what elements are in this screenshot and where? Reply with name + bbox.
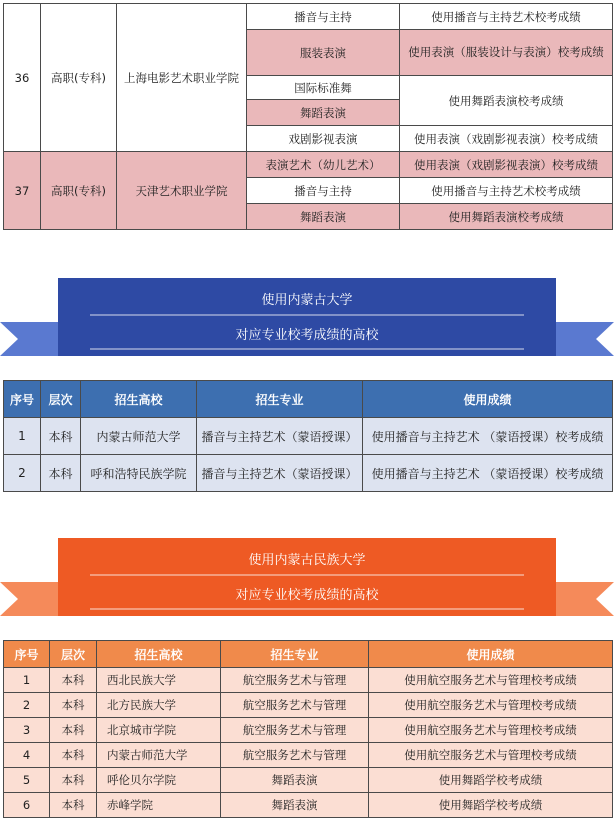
col-header-score: 使用成绩	[369, 641, 613, 668]
school-name: 赤峰学院	[97, 793, 221, 818]
table-row	[4, 418, 613, 455]
school-name: 呼和浩特民族学院	[81, 455, 197, 492]
major-cell: 戏剧影视表演	[247, 126, 400, 152]
table-row	[4, 668, 613, 693]
score-cell: 使用航空服务艺术与管理校考成绩	[369, 743, 613, 768]
education-level: 本科	[41, 455, 81, 492]
major-cell: 舞蹈表演	[247, 100, 400, 126]
col-header-major: 招生专业	[197, 381, 363, 418]
banner-title-line1: 使用内蒙古大学	[261, 293, 353, 308]
row-number: 37	[4, 152, 41, 230]
col-header-school: 招生高校	[81, 381, 197, 418]
row-number: 1	[4, 668, 50, 693]
banner-inner-mongolia-university	[0, 278, 614, 360]
score-cell: 使用航空服务艺术与管理校考成绩	[369, 668, 613, 693]
education-level: 高职(专科)	[41, 152, 117, 230]
major-cell: 航空服务艺术与管理	[221, 718, 369, 743]
school-name: 内蒙古师范大学	[97, 743, 221, 768]
table-row	[4, 455, 613, 492]
score-cell: 使用航空服务艺术与管理校考成绩	[369, 718, 613, 743]
education-level: 本科	[50, 793, 97, 818]
col-header-no: 序号	[4, 641, 50, 668]
col-header-score: 使用成绩	[363, 381, 613, 418]
row-number: 6	[4, 793, 50, 818]
score-cell: 使用航空服务艺术与管理校考成绩	[369, 693, 613, 718]
table-row	[4, 718, 613, 743]
table-header-row	[4, 381, 613, 418]
row-number: 5	[4, 768, 50, 793]
education-level: 高职(专科)	[41, 4, 117, 152]
major-cell: 舞蹈表演	[221, 768, 369, 793]
row-number: 1	[4, 418, 41, 455]
score-cell: 使用表演（服装设计与表演）校考成绩	[400, 30, 613, 76]
school-name: 天津艺术职业学院	[117, 152, 247, 230]
admission-table-continued	[3, 3, 613, 230]
score-cell: 使用表演（戏剧影视表演）校考成绩	[400, 152, 613, 178]
major-cell: 国际标准舞	[247, 76, 400, 100]
inner-mongolia-university-table	[3, 380, 613, 492]
score-cell: 使用表演（戏剧影视表演）校考成绩	[400, 126, 613, 152]
table-header-row	[4, 641, 613, 668]
banner-title-line2: 对应专业校考成绩的高校	[235, 328, 379, 343]
school-name: 上海电影艺术职业学院	[117, 4, 247, 152]
banner-inner-mongolia-minzu-university	[0, 538, 614, 620]
major-cell: 播音与主持	[247, 4, 400, 30]
banner-title-line2: 对应专业校考成绩的高校	[235, 588, 379, 603]
col-header-school: 招生高校	[97, 641, 221, 668]
row-number: 3	[4, 718, 50, 743]
major-cell: 航空服务艺术与管理	[221, 743, 369, 768]
row-number: 2	[4, 693, 50, 718]
major-cell: 服装表演	[247, 30, 400, 76]
major-cell: 播音与主持艺术（蒙语授课）	[197, 418, 363, 455]
score-cell: 使用舞蹈学校考成绩	[369, 768, 613, 793]
table-row	[4, 793, 613, 818]
score-cell: 使用播音与主持艺术 （蒙语授课）校考成绩	[363, 418, 613, 455]
school-name: 北京城市学院	[97, 718, 221, 743]
school-name: 北方民族大学	[97, 693, 221, 718]
score-cell: 使用播音与主持艺术 （蒙语授课）校考成绩	[363, 455, 613, 492]
score-cell: 使用舞蹈学校考成绩	[369, 793, 613, 818]
score-cell: 使用播音与主持艺术校考成绩	[400, 178, 613, 204]
banner-title-line1: 使用内蒙古民族大学	[248, 553, 366, 568]
row-number: 2	[4, 455, 41, 492]
school-name: 呼伦贝尔学院	[97, 768, 221, 793]
education-level: 本科	[50, 718, 97, 743]
education-level: 本科	[50, 743, 97, 768]
inner-mongolia-minzu-university-table	[3, 640, 613, 818]
table-row	[4, 4, 613, 30]
major-cell: 航空服务艺术与管理	[221, 693, 369, 718]
col-header-level: 层次	[50, 641, 97, 668]
major-cell: 表演艺术（幼儿艺术）	[247, 152, 400, 178]
table-row	[4, 743, 613, 768]
major-cell: 舞蹈表演	[221, 793, 369, 818]
row-number: 4	[4, 743, 50, 768]
school-name: 内蒙古师范大学	[81, 418, 197, 455]
table-row	[4, 152, 613, 178]
major-cell: 播音与主持	[247, 178, 400, 204]
row-number: 36	[4, 4, 41, 152]
education-level: 本科	[41, 418, 81, 455]
major-cell: 航空服务艺术与管理	[221, 668, 369, 693]
col-header-level: 层次	[41, 381, 81, 418]
score-cell: 使用播音与主持艺术校考成绩	[400, 4, 613, 30]
col-header-no: 序号	[4, 381, 41, 418]
major-cell: 舞蹈表演	[247, 204, 400, 230]
score-cell: 使用舞蹈表演校考成绩	[400, 76, 613, 126]
education-level: 本科	[50, 768, 97, 793]
table-row	[4, 768, 613, 793]
education-level: 本科	[50, 693, 97, 718]
table-row	[4, 693, 613, 718]
education-level: 本科	[50, 668, 97, 693]
school-name: 西北民族大学	[97, 668, 221, 693]
score-cell: 使用舞蹈表演校考成绩	[400, 204, 613, 230]
major-cell: 播音与主持艺术（蒙语授课）	[197, 455, 363, 492]
col-header-major: 招生专业	[221, 641, 369, 668]
